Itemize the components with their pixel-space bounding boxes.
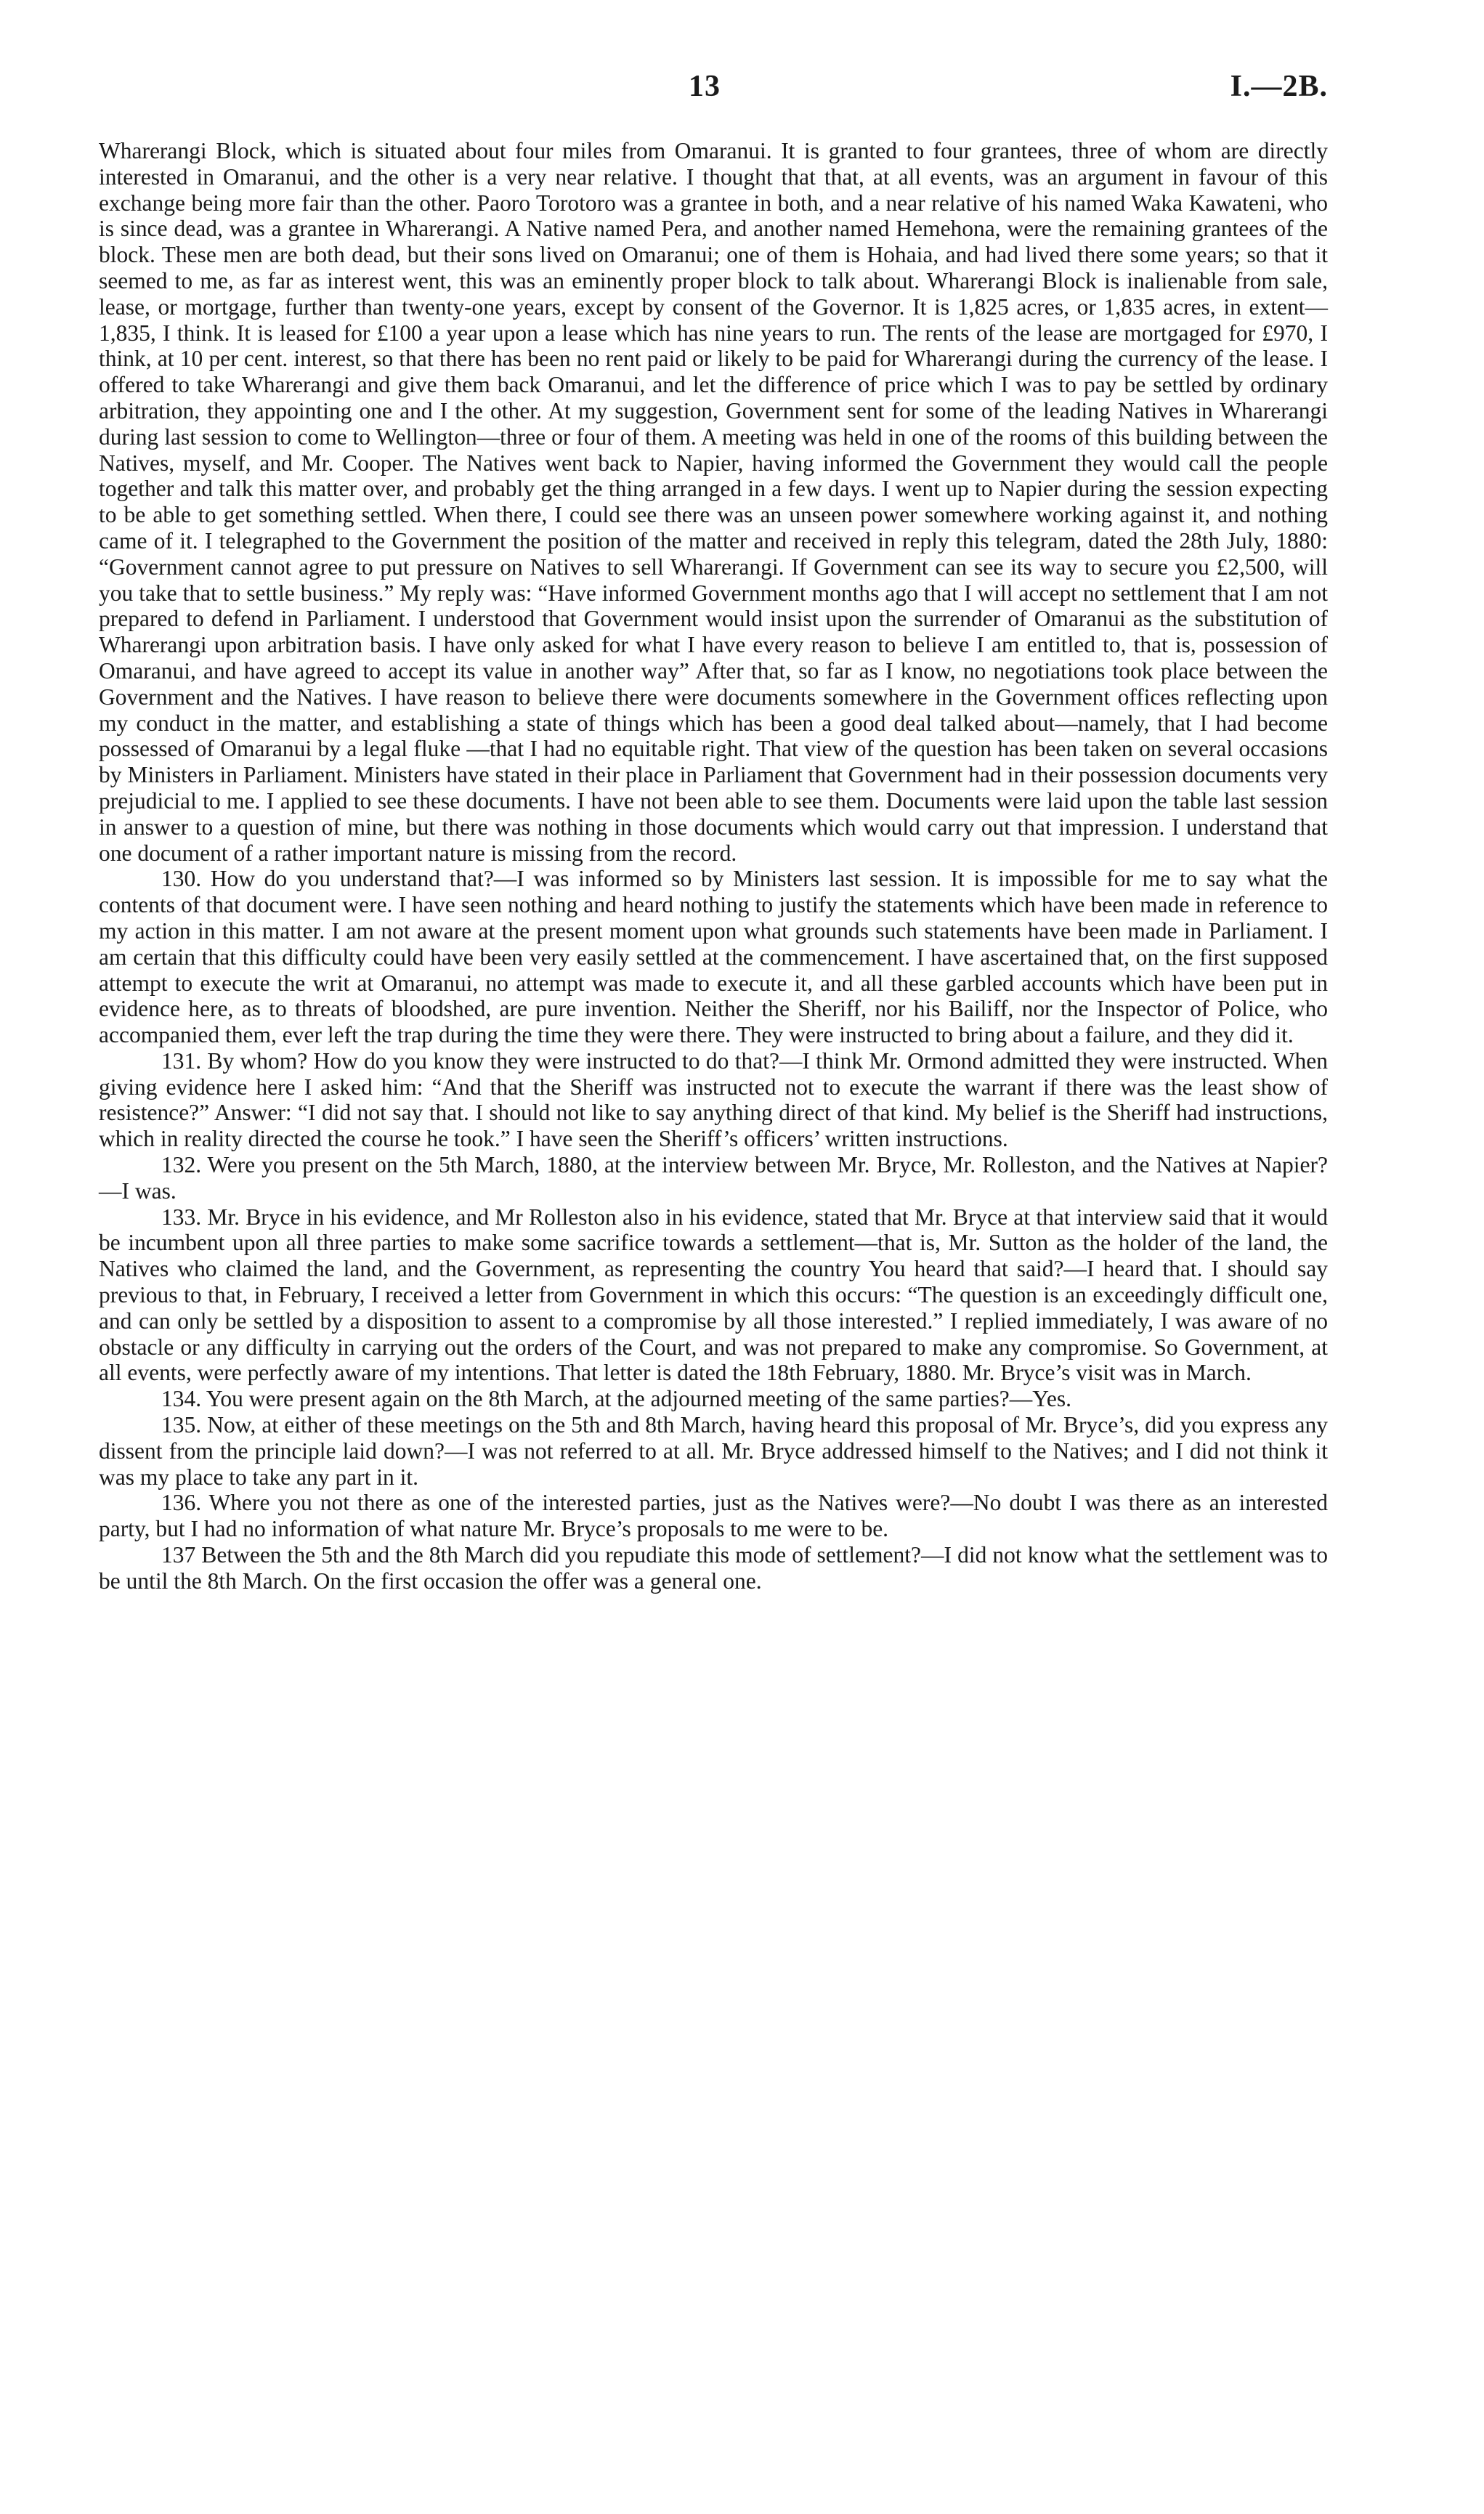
paragraph-question-132: 132. Were you present on the 5th March, 1880, at the interview between Mr. Bryce, Mr. Rolleston, and the Natives at Napier?—I was. — [99, 1152, 1328, 1204]
paragraph-question-133: 133. Mr. Bryce in his evidence, and Mr Rolleston also in his evidence, stated that Mr. Bryce at that interview said that it would be incumbent upon all three parties to make some sacrifice towards a settlement—that is, Mr. Sutton as the holder of the land, the Natives who claimed the land, and the Government, as representing the country You heard that said?—I heard that. I should say previous to that, in February, I received a letter from Government in which this occurs: “The question is an exceedingly difficult one, and can only be settled by a disposition to assent to a compromise by all those interested.” I replied immediately, I was aware of no obstacle or any difficulty in carrying out the orders of the Court, and was not prepared to make any compromise. So Government, at all events, were perfectly aware of my intentions. That letter is dated the 18th February, 1880. Mr. Bryce’s visit was in March. — [99, 1204, 1328, 1386]
paragraph-question-137: 137 Between the 5th and the 8th March did you repudiate this mode of settlement?—I did not know what the settlement was to be until the 8th March. On the first occasion the offer was a general one. — [99, 1542, 1328, 1594]
paragraph-question-134: 134. You were present again on the 8th March, at the adjourned meeting of the same parties?—Yes. — [161, 1386, 1071, 1412]
paragraph-continuation: Wharerangi Block, which is situated about four miles from Omaranui. It is granted to four grantees, three of whom are directly interested in Omaranui, and the other is a very near relative. I thought that that, at all events, was an argument in favour of this exchange being more fair than the other. Paoro Torotoro was a grantee in both, and a near relative of his named Waka Kawateni, who is since dead, was a grantee in Wharerangi. A Native named Pera, and another named Hemehona, were the remaining grantees of the block. These men are both dead, but their sons lived on Omaranui; one of them is Hohaia, and had lived there some years; so that it seemed to me, as far as interest went, this was an eminently proper block to talk about. Wharerangi Block is inalienable from sale, lease, or mortgage, further than twenty-one years, except by consent of the Governor. It is 1,825 acres, or 1,835 acres, in extent—1,835, I think. It is leased for £100 a year upon a lease which has nine years to run. The rents of the lease are mortgaged for £970, I think, at 10 per cent. interest, so that there has been no rent paid or likely to be paid for Wharerangi during the currency of the lease. I offered to take Wharerangi and give them back Omaranui, and let the difference of price which I was to pay be settled by ordinary arbitration, they appointing one and I the other. At my suggestion, Government sent for some of the leading Natives in Wharerangi during last session to come to Wellington—three or four of them. A meeting was held in one of the rooms of this building between the Natives, myself, and Mr. Cooper. The Natives went back to Napier, having informed the Government they would call the people together and talk this matter over, and probably get the thing arranged in a few days. I went up to Napier during the session expecting to be able to get something settled. When there, I could see there was an unseen power somewhere working against it, and nothing came of it. I telegraphed to the Government the position of the matter and received in reply this telegram, dated the 28th July, 1880: “Government cannot agree to put pressure on Natives to sell Wharerangi. If Government can see its way to secure you £2,500, will you take that to settle business.” My reply was: “Have informed Government months ago that I will accept no settlement that I am not prepared to defend in Parliament. I understood that Government would insist upon the surrender of Omaranui as the substitution of Wharerangi upon arbitration basis. I have only asked for what I have every reason to believe I am entitled to, that is, possession of Omaranui, and have agreed to accept its value in another way” After that, so far as I know, no negotiations took place between the Government and the Natives. I have reason to believe there were documents somewhere in the Government offices reflecting upon my conduct in the matter, and establishing a state of things which has been a good deal talked about—namely, that I had become possessed of Omaranui by a legal fluke —that I had no equitable right. That view of the question has been taken on several occasions by Ministers in Parliament. Ministers have stated in their place in Parliament that Government had in their possession documents very prejudicial to me. I applied to see these documents. I have not been able to see them. Documents were laid upon the table last session in answer to a question of mine, but there was nothing in those documents which would carry out that impression. I understand that one document of a rather important nature is missing from the record. — [99, 138, 1328, 866]
paragraph-question-130: 130. How do you understand that?—I was informed so by Ministers last session. It is impossible for me to say what the contents of that document were. I have seen nothing and heard nothing to justify the statements which have been made in reference to my action in this matter. I am not aware at the present moment upon what grounds such statements have been made in Parliament. I am certain that this difficulty could have been very easily settled at the commencement. I have ascertained that, on the first supposed attempt to execute the writ at Omaranui, no attempt was made to execute it, and all these garbled accounts which have been put in evidence here, as to threats of bloodshed, are pure invention. Neither the Sheriff, nor his Bailiff, nor the Inspector of Police, who accompanied them, ever left the trap during the time they were there. They were instructed to bring about a failure, and they did it. — [99, 866, 1328, 1048]
paragraph-question-136: 136. Where you not there as one of the interested parties, just as the Natives were?—No doubt I was there as an interested party, but I had no information of what nature Mr. Bryce’s proposals to me were to be. — [99, 1490, 1328, 1542]
paragraph-question-135: 135. Now, at either of these meetings on the 5th and 8th March, having heard this proposal of Mr. Bryce’s, did you express any dissent from the principle laid down?—I was not referred to at all. Mr. Bryce addressed himself to the Natives; and I did not think it was my place to take any part in it. — [99, 1412, 1328, 1490]
page-reference: I.—2B. — [1230, 70, 1328, 103]
page-number: 13 — [689, 70, 721, 103]
document-body — [99, 138, 1328, 1594]
paragraph-question-131: 131. By whom? How do you know they were instructed to do that?—I think Mr. Ormond admitted they were instructed. When giving evidence here I asked him: “And that the Sheriff was instructed not to execute the warrant if there was the least show of resistence?” Answer: “I did not say that. I should not like to say anything direct of that kind. My belief is the Sheriff had instructions, which in reality directed the course he took.” I have seen the Sheriff’s officers’ written instructions. — [99, 1047, 1328, 1152]
